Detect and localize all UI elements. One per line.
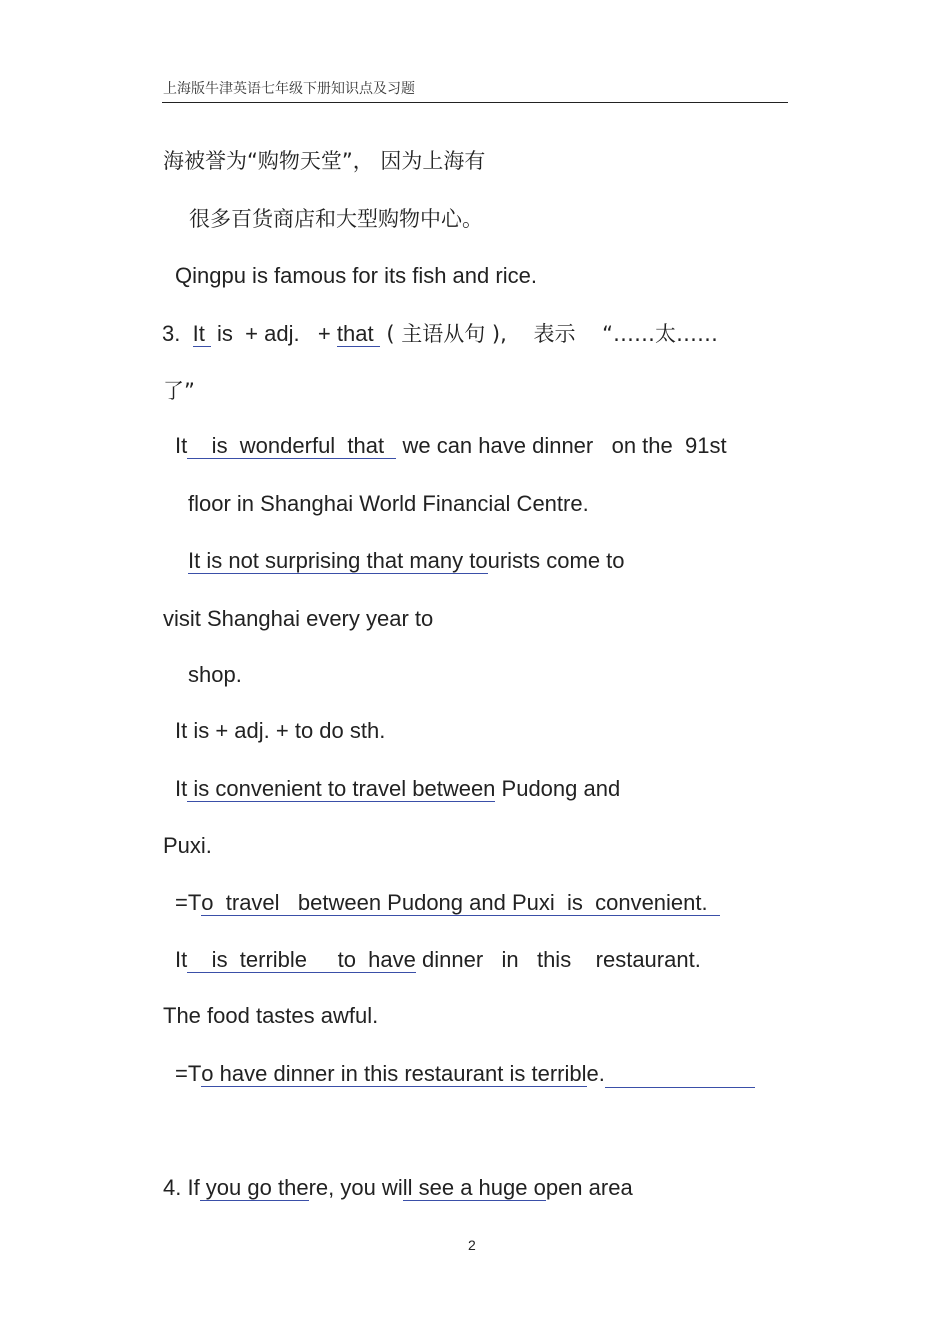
text-line-7: floor in Shanghai World Financial Centre.	[188, 491, 589, 516]
text-line-13: Puxi.	[163, 833, 212, 858]
answer-blank: is convenient to travel between	[187, 776, 496, 801]
text-line-3: Qingpu is famous for its fish and rice.	[175, 263, 537, 288]
text-line-4	[162, 320, 718, 348]
text-segment: =T	[175, 890, 202, 915]
text-segment: It	[175, 947, 188, 972]
answer-blank: o travel between Pudong and Puxi is convenient.	[201, 890, 720, 915]
text-segment: we can have dinner on the 91st	[396, 433, 727, 458]
text-line-16: The food tastes awful.	[163, 1003, 379, 1028]
text-segment: re, you wi	[308, 1175, 403, 1200]
text-line-2: 很多百货商店和大型购物中心。	[189, 207, 483, 231]
text-line-10: shop.	[188, 662, 242, 687]
answer-blank: It is not surprising that many to	[188, 548, 488, 573]
text-segment: Pudong and	[495, 776, 621, 801]
blank-it: It	[192, 321, 211, 346]
text-line-15	[175, 946, 701, 974]
text-segment: ( 主语从句 ), 表示 “……太……	[379, 322, 719, 346]
text-line-5: 了”	[163, 379, 195, 403]
header-rule	[162, 102, 788, 103]
blank-that: that	[336, 321, 380, 346]
running-header: 上海版牛津英语七年级下册知识点及习题	[163, 80, 415, 96]
text-segment: pen area	[545, 1175, 633, 1200]
text-segment: It	[175, 433, 188, 458]
answer-blank-tail	[605, 1065, 755, 1088]
text-segment: is + adj. +	[210, 321, 337, 346]
item-number: 3.	[162, 321, 193, 346]
text-segment: =T	[175, 1061, 202, 1086]
answer-blank: o have dinner in this restaurant is terribl	[201, 1061, 587, 1086]
answer-blank: is wonderful that	[187, 433, 397, 458]
answer-blank: you go the	[199, 1175, 309, 1200]
text-line-11: It is + adj. + to do sth.	[175, 718, 386, 743]
text-line-8	[188, 547, 625, 575]
text-segment: dinner in this restaurant.	[415, 947, 701, 972]
text-line-14	[175, 889, 720, 917]
page-number: 2	[468, 1237, 476, 1253]
text-segment: urists come to	[487, 548, 625, 573]
text-line-1: 海被誉为“购物天堂”， 因为上海有	[163, 149, 486, 173]
text-line-12	[175, 775, 620, 803]
text-line-6	[175, 432, 727, 460]
text-line-18	[163, 1174, 633, 1202]
text-segment: 4. If	[163, 1175, 200, 1200]
text-segment: It	[175, 776, 188, 801]
text-segment: e.	[586, 1061, 605, 1086]
text-line-9: visit Shanghai every year to	[163, 606, 434, 631]
answer-blank: is terrible to have	[187, 947, 416, 972]
answer-blank: ll see a huge o	[402, 1175, 546, 1200]
text-line-17	[175, 1060, 755, 1088]
